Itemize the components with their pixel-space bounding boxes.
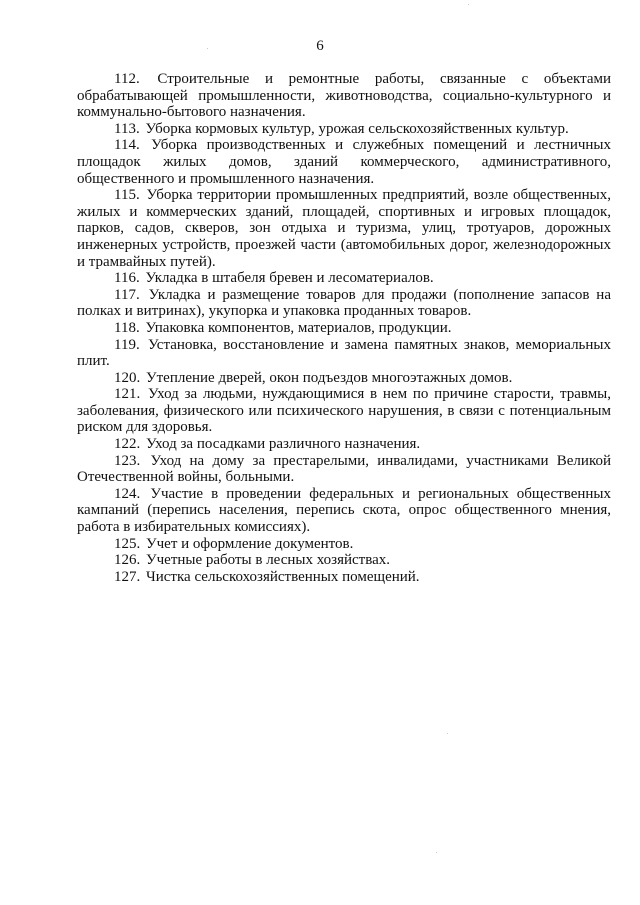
list-item: [77, 137, 611, 187]
item-number: 114.: [114, 137, 140, 154]
item-number: 116.: [114, 270, 140, 287]
list-item: [77, 536, 611, 553]
scan-speck: [468, 4, 469, 5]
item-number: 113.: [114, 120, 140, 137]
item-text: Установка, восстановление и замена памятных знаков, мемориальных плит.: [77, 336, 611, 370]
item-number: 126.: [114, 552, 141, 569]
list-item: [77, 569, 611, 586]
list-item: [77, 71, 611, 121]
item-number: 127.: [114, 568, 141, 585]
list-item: [77, 270, 611, 287]
item-text: Уход за посадками различного назначения.: [146, 436, 421, 453]
item-text: Уборка кормовых культур, урожая сельскохозяйственных культур.: [145, 120, 569, 137]
item-number: 124.: [114, 485, 141, 502]
item-text: Участие в проведении федеральных и региональных общественных кампаний (перепись населения, перепись скота, опрос общественного мнения, работа в избирательных комиссиях).: [77, 485, 612, 536]
item-text: Уход на дому за престарелыми, инвалидами, участниками Великой Отечественной войны, больными.: [77, 452, 611, 486]
list-item: [77, 121, 611, 138]
scan-speck: [447, 733, 448, 734]
item-number: 119.: [114, 336, 140, 353]
list-item: [77, 187, 611, 270]
item-number: 117.: [114, 286, 140, 303]
item-text: Укладка и размещение товаров для продажи (пополнение запасов на полках и витринах), укупорка и упаковка проданных товаров.: [77, 286, 611, 320]
item-number: 120.: [114, 369, 141, 386]
scan-speck: [436, 852, 437, 853]
list-item: [77, 386, 611, 436]
document-body: [77, 71, 611, 585]
item-number: 123.: [114, 452, 141, 469]
page-number: 6: [316, 38, 324, 54]
item-number: 112.: [114, 71, 140, 87]
item-number: 118.: [114, 319, 140, 336]
item-text: Учетные работы в лесных хозяйствах.: [146, 552, 391, 569]
list-item: [77, 453, 611, 486]
list-item: [77, 436, 611, 453]
item-text: Учет и оформление документов.: [146, 535, 354, 552]
item-number: 122.: [114, 436, 141, 453]
list-item: [77, 486, 611, 536]
item-number: 125.: [114, 535, 141, 552]
item-text: Уборка территории промышленных предприятий, возле общественных, жилых и коммерческих зданий, площадей, спортивных и игровых площадок, парков, садов, скверов, зон отдыха и туризма, улиц, тротуаров, дорожных инженерных устройств, проезжей части (автомобильных дорог, железнодорожных и трамвайных путей).: [77, 187, 611, 270]
list-item: [77, 320, 611, 337]
item-number: 121.: [114, 386, 141, 403]
scan-speck: [207, 48, 208, 49]
item-text: Укладка в штабеля бревен и лесоматериалов.: [145, 270, 434, 287]
item-text: Уборка производственных и служебных помещений и лестничных площадок жилых домов, зданий коммерческого, административного, общественного и промышленного назначения.: [77, 137, 612, 187]
item-text: Строительные и ремонтные работы, связанные с объектами обрабатывающей промышленности, животноводства, социально-культурного и коммунально-бытового назначения.: [77, 71, 611, 121]
item-text: Чистка сельскохозяйственных помещений.: [146, 568, 420, 585]
item-text: Утепление дверей, окон подъездов многоэтажных домов.: [146, 369, 513, 386]
list-item: [77, 337, 611, 370]
list-item: [77, 370, 611, 387]
list-item: [77, 552, 611, 569]
item-text: Уход за людьми, нуждающимися в нем по причине старости, травмы, заболевания, физического или психического нарушения, в связи с потенциальным риском для здоровья.: [77, 386, 612, 436]
item-text: Упаковка компонентов, материалов, продукции.: [145, 319, 452, 336]
item-number: 115.: [114, 187, 140, 204]
list-item: [77, 287, 611, 320]
